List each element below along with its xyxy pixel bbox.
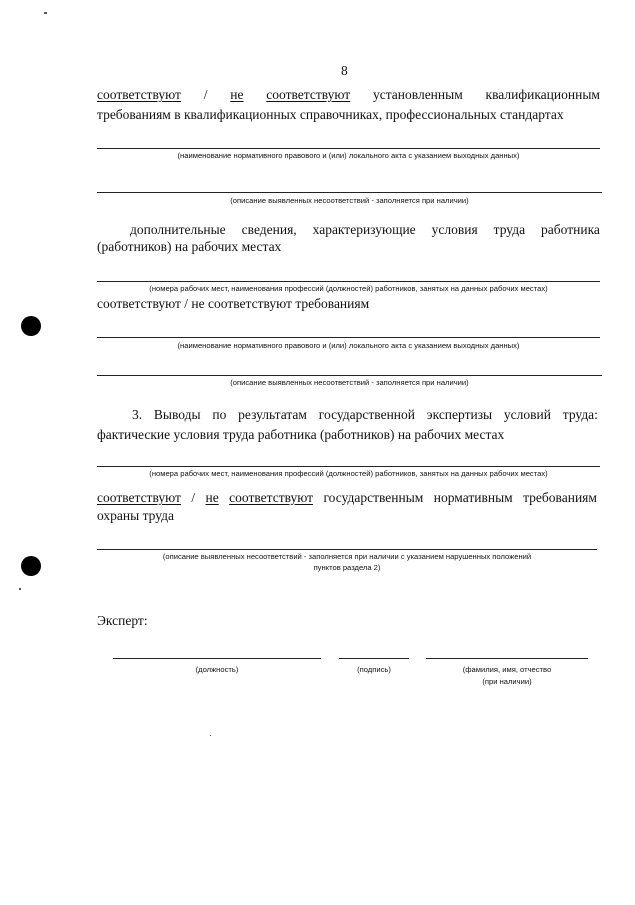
word: условий: [503, 407, 551, 422]
word: Выводы: [153, 407, 201, 422]
word: труда: [493, 222, 526, 237]
word: требованиям: [523, 490, 597, 505]
caption-workplaces: (номера рабочих мест, наименования профессий (должностей) работников, занятых на данных рабочих местах): [149, 284, 548, 293]
slash: /: [203, 87, 208, 102]
word-conform-2: соответствуют: [229, 490, 314, 505]
word: 3.: [132, 407, 143, 422]
scan-speck: [44, 12, 47, 14]
word: работника: [541, 222, 600, 237]
fill-line: [97, 192, 602, 193]
word-not: не: [230, 87, 244, 102]
word: условия: [431, 222, 478, 237]
word: труда:: [562, 407, 598, 422]
block2-line2: (работников) на рабочих местах: [97, 239, 282, 254]
word: экспертизы: [426, 407, 493, 422]
word: характеризующие: [312, 222, 416, 237]
block3-line1: [132, 408, 598, 422]
slash: /: [191, 490, 196, 505]
position-line: [113, 658, 321, 659]
fill-line: [97, 281, 600, 282]
expert-label: Эксперт:: [97, 613, 148, 628]
block1-line1: [97, 88, 600, 102]
word-not: не: [205, 490, 219, 505]
word: результатам: [238, 407, 307, 422]
caption-signature: (подпись): [357, 665, 391, 674]
punch-hole: [21, 316, 41, 336]
caption-act: (наименование нормативного правового и (или) локального акта с указанием выходных данных): [177, 341, 520, 350]
scan-speck: [210, 735, 211, 736]
word: государственным: [323, 490, 424, 505]
block3-line2: фактические условия труда работника (работников) на рабочих местах: [97, 427, 505, 442]
word-conform: соответствуют: [97, 490, 181, 505]
name-line: [426, 658, 588, 659]
scan-speck: [19, 588, 21, 590]
word: по: [212, 407, 227, 422]
fill-line: [97, 549, 597, 550]
word: дополнительные: [130, 222, 226, 237]
word: нормативным: [433, 490, 513, 505]
fill-line: [97, 466, 600, 467]
block2-line1: [130, 223, 600, 237]
caption-name-1: (фамилия, имя, отчество: [462, 665, 552, 674]
word-conform: соответствуют: [97, 87, 181, 102]
fill-line: [97, 375, 602, 376]
word-qualification: квалификационным: [485, 87, 600, 102]
fill-line: [97, 337, 600, 338]
block3-line3: [97, 491, 597, 505]
block1-line2: требованиям в квалификационных справочниках, профессиональных стандартах: [97, 107, 564, 122]
word: сведения,: [241, 222, 297, 237]
signature-line: [339, 658, 409, 659]
caption-position: (должность): [195, 665, 239, 674]
caption-discrepancy: (описание выявленных несоответствий - заполняется при наличии): [230, 378, 469, 387]
caption-discrepancy-2: пунктов раздела 2): [313, 563, 381, 572]
fill-line: [97, 148, 600, 149]
punch-hole: [21, 556, 41, 576]
caption-discrepancy: (описание выявленных несоответствий - заполняется при наличии): [230, 196, 469, 205]
caption-workplaces: (номера рабочих мест, наименования профессий (должностей) работников, занятых на данных рабочих местах): [149, 469, 548, 478]
caption-act: (наименование нормативного правового и (или) локального акта с указанием выходных данных): [177, 151, 520, 160]
caption-discrepancy-1: (описание выявленных несоответствий - заполняется при наличии с указанием нарушенных положений: [162, 552, 532, 561]
word-established: установленным: [372, 87, 463, 102]
word: государственной: [318, 407, 415, 422]
block2-line3: соответствуют / не соответствуют требованиям: [97, 296, 370, 311]
page-number: 8: [341, 63, 348, 78]
block3-line4: охраны труда: [97, 508, 174, 523]
caption-name-2: (при наличии): [482, 677, 532, 686]
word-conform-2: соответствуют: [266, 87, 351, 102]
